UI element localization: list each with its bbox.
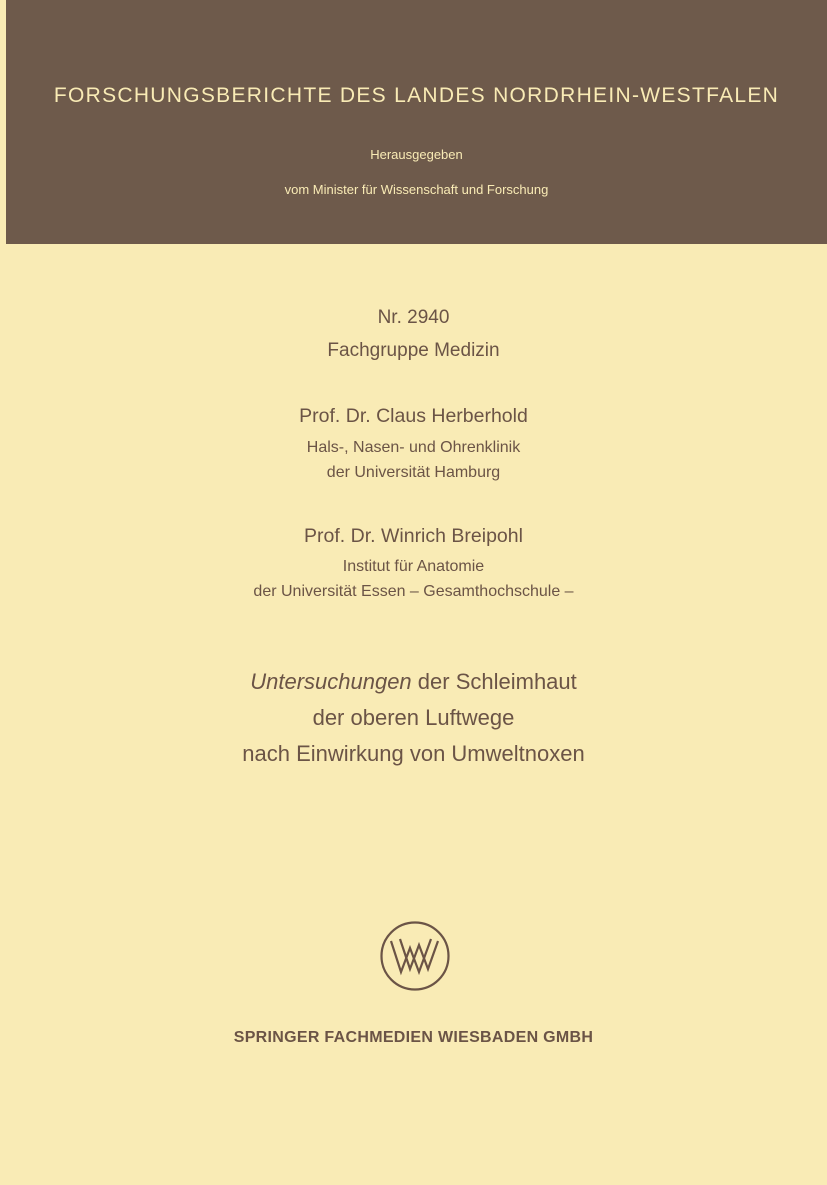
report-number: Nr. 2940 <box>377 307 450 328</box>
author-2-affiliation-2: der Universität Essen – Gesamthochschule – <box>253 583 574 600</box>
book-title-line-1-rest: der Schleimhaut <box>411 669 577 694</box>
report-group: Fachgruppe Medizin <box>327 340 500 361</box>
series-title: FORSCHUNGSBERICHTE DES LANDES NORDRHEIN-WESTFALEN <box>53 84 780 107</box>
author-1-affiliation-1: Hals-, Nasen- und Ohrenklinik <box>306 439 521 456</box>
author-2-name: Prof. Dr. Winrich Breipohl <box>304 525 523 547</box>
book-title-line-1 <box>0 669 827 695</box>
book-title-italic-word: Untersuchungen <box>250 669 412 694</box>
editor-line-1: Herausgegeben <box>370 147 463 162</box>
header-band <box>6 0 827 244</box>
author-2-affiliation-1: Institut für Anatomie <box>342 558 485 575</box>
editor-line-2: vom Minister für Wissenschaft und Forschung <box>284 182 549 197</box>
book-title-line-3: nach Einwirkung von Umweltnoxen <box>242 741 585 766</box>
vw-monogram-icon <box>379 920 451 992</box>
publisher-name: SPRINGER FACHMEDIEN WIESBADEN GMBH <box>233 1029 594 1046</box>
author-1-affiliation-2: der Universität Hamburg <box>326 464 501 481</box>
author-1-name: Prof. Dr. Claus Herberhold <box>299 405 528 427</box>
book-title-line-2: der oberen Luftwege <box>312 705 515 730</box>
